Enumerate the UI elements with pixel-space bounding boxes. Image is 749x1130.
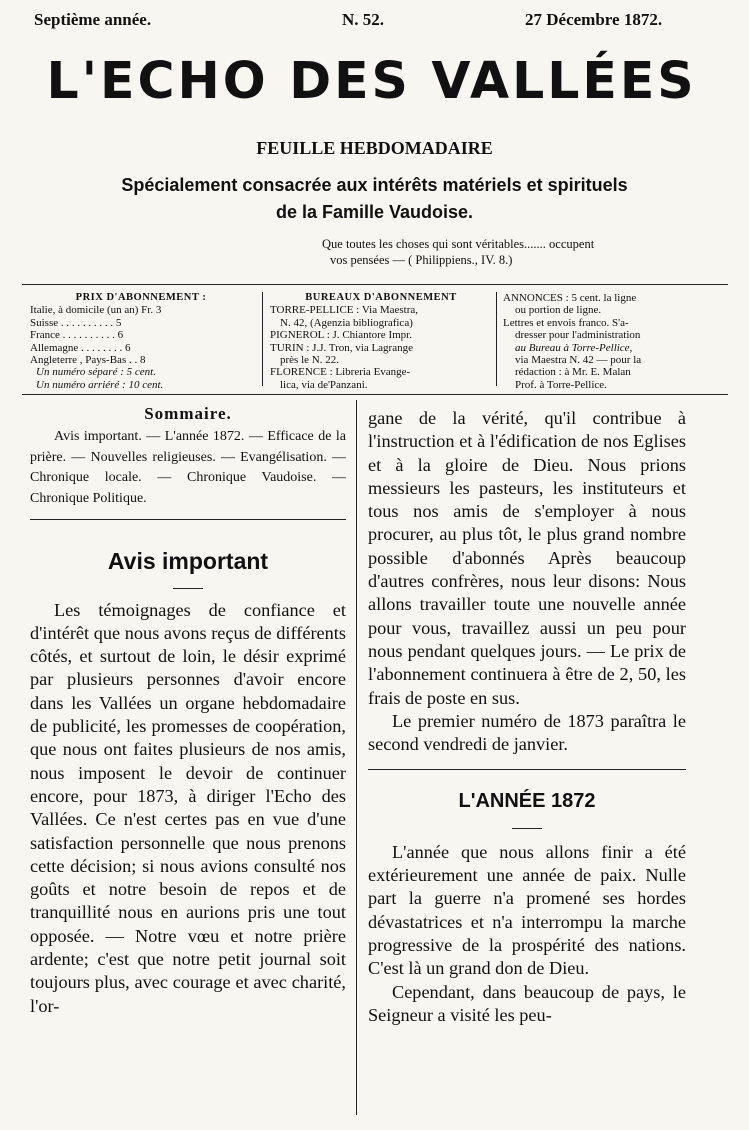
column-divider [356,400,357,1115]
summary-text: Avis important. — L'année 1872. — Efficace de la prière. — Nouvelles religieuses. — Evangélisation. — Chronique locale. — Chronique Vaudoise. — Chronique Politique. [30,429,346,506]
year-label: Septième année. [34,10,152,29]
subscription-row: Allemagne . . . . . . . . 6 [30,341,131,354]
notices-row: Lettres et envois franco. S'a- [503,316,629,329]
offices-row: TORRE-PELLICE : Via Maestra, [270,304,419,317]
subscription-title: PRIX D'ABONNEMENT : [75,292,207,303]
tagline-line-2: de la Famille Vaudoise. [275,202,474,222]
issue-date: 27 Décembre 1872. [525,10,663,29]
tagline-line-1: Spécialement consacrée aux intérêts matériels et spirituels [121,175,628,195]
newspaper-tagline [0,172,749,226]
right-column [368,407,686,1027]
notices-row: au Bureau à Torre-Pellice, [515,341,633,354]
subscription-offices [270,292,492,391]
info-divider-2 [496,292,497,386]
epigraph-line-2: vos pensées — ( Philippiens., IV. 8.) [330,253,513,267]
notices-row: ANNONCES : 5 cent. la ligne [503,292,637,304]
article-title-annee: L'ANNÉE 1872 [458,790,596,813]
notices-row: via Maestra N. 42 — pour la [515,354,642,367]
offices-row: près le N. 22. [280,354,339,367]
offices-row: N. 42, (Agenzia bibliografica) [280,316,413,329]
summary-title: Sommaire. [144,404,232,423]
notices-row: Prof. à Torre-Pellice. [515,378,607,391]
offices-row: FLORENCE : Libreria Evange- [270,366,411,379]
header-rule-top [22,284,728,285]
newspaper-masthead: L'ECHO DES VALLÉES [46,52,697,111]
epigraph [322,236,682,268]
article-body-avis-continued: gane de la vérité, qu'il contribue à l'instruction et à l'édification de nos Eglises et à la gloire de Dieu. Nous prions messieurs les pasteurs, les instituteurs et tous nos amis de s'employer à nous procurer, au plus tôt, le plus grand nombre possible d'abonnés Après beaucoup d'autres confrères, nous leur disons: Nous allons travailler toute une nouvelle année pour vous, travaillez aussi un peu pour nous pendant quelques jours. — Le prix de l'abonnement continuera à être de 2, 50, les frais de poste en sus. [368,408,686,708]
article-body-annee-2: Cependant, dans beaucoup de pays, le Seigneur a visité les peu- [368,981,686,1025]
subscription-row: France . . . . . . . . . . 6 [30,329,124,342]
subscription-row: Un numéro séparé : 5 cent. [36,366,156,379]
left-column [30,402,346,1018]
notices-row: dresser pour l'administration [515,329,641,342]
issue-info-line [28,8,689,32]
notices-row: rédaction : à Mr. E. Malan [515,366,631,379]
subscription-row: Un numéro arriéré : 10 cent. [36,378,164,391]
info-divider-1 [262,292,263,386]
issue-number: N. 52. [342,10,385,29]
offices-row: PIGNEROL : J. Chiantore Impr. [270,329,412,342]
offices-row: lica, via de'Panzani. [280,378,368,391]
advertising-notices [503,292,725,391]
subscription-row: Italie, à domicile (un an) Fr. 3 [30,304,162,317]
subscription-row: Angleterre , Pays-Bas . . 8 [30,354,146,367]
header-rule-bottom [22,394,728,395]
epigraph-line-1: Que toutes les choses qui sont véritables....... occupent [322,237,595,251]
offices-title: BUREAUX D'ABONNEMENT [305,292,457,303]
article-title-avis: Avis important [107,548,269,575]
subscription-row: Suisse . . . . . . . . . . 5 [30,316,122,329]
notices-row: ou portion de ligne. [515,304,602,317]
newspaper-subtitle: FEUILLE HEBDOMADAIRE [256,138,493,158]
article-body-annee: L'année que nous allons finir a été extérieurement une année de paix. Nulle part la guerre n'a promené ses hordes dévastatrices et n'a interrompu la marche progressive de la prospérité des nations. C'est là un grand don de Dieu. [368,841,686,979]
article-body-avis: Les témoignages de confiance et d'intérêt que nous avons reçus de différents côtés, et surtout de loin, le désir exprimé par plusieurs personnes d'avoir encore dans les Vallées un organe hebdomadaire de publicité, les promesses de coopération, que nous ont faites plusieurs de nos amis, nous imposent le devoir de continuer encore, pour 1873, à diriger l'Echo des Vallées. Ce n'est certes pas en vue d'une satisfaction personnelle que nous prenons cette décision; si nous avions consulté nos goûts et notre besoin de repos et de tranquillité nous en aurions pris une tout opposée. — Notre vœu et notre prière ardente; c'est que notre petit journal soit toujours plus, avec courage et avec charité, l'or- [30,599,346,1016]
article-body-avis-final: Le premier numéro de 1873 paraîtra le second vendredi de janvier. [368,710,686,755]
offices-row: TURIN : J.J. Tron, via Lagrange [270,341,413,354]
subscription-prices [30,292,252,391]
